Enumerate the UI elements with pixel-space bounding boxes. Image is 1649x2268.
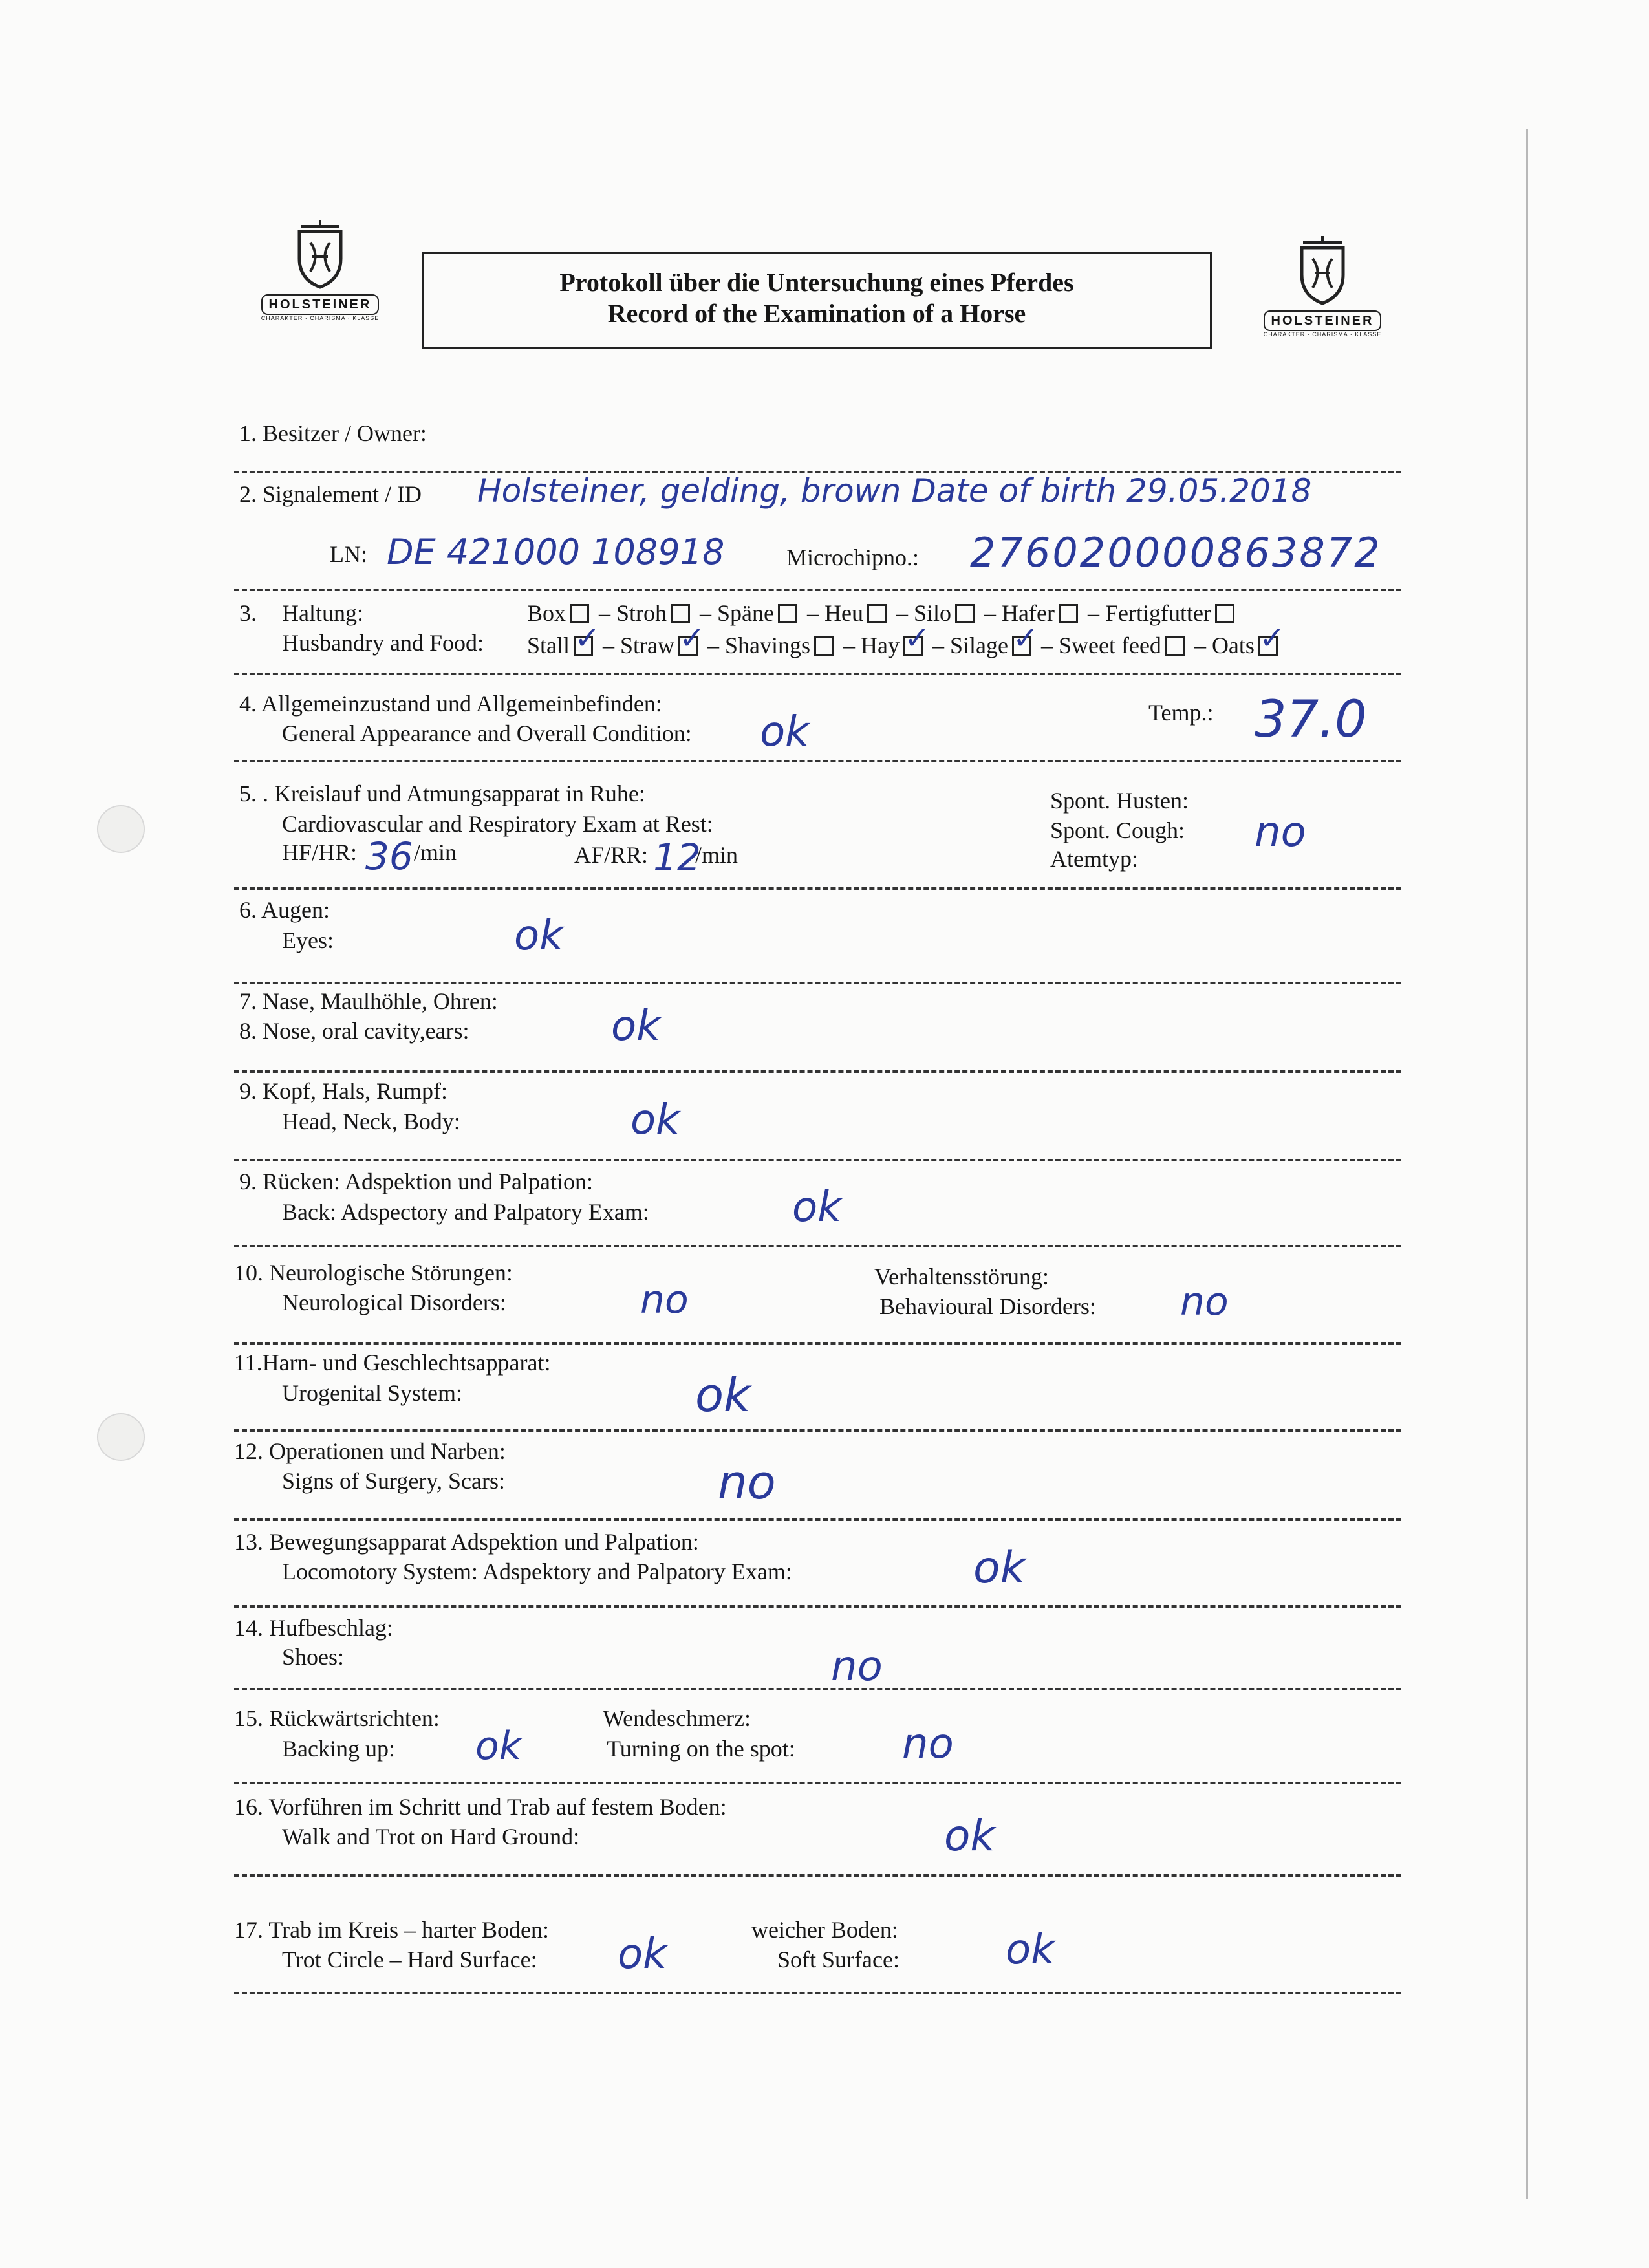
- hr-label: HF/HR:: [282, 839, 358, 865]
- husbandry-num: 3.: [239, 600, 257, 626]
- neuro-label-en: Neurological Disorders:: [282, 1290, 506, 1315]
- breathing-type-label: Atemtyp:: [1050, 846, 1138, 872]
- divider: [234, 589, 1401, 591]
- divider: [234, 1874, 1401, 1877]
- neuro-label-de: 10. Neurologische Störungen:: [234, 1260, 513, 1286]
- option-box: Box: [527, 600, 566, 626]
- divider: [234, 1605, 1401, 1608]
- backing-value: ok: [475, 1723, 522, 1769]
- option-hafer: – Hafer: [984, 600, 1055, 626]
- option-spaene: – Späne: [700, 600, 775, 626]
- general-label-de: 4. Allgemeinzustand und Allgemeinbefinden:: [239, 691, 662, 717]
- checkbox[interactable]: [778, 604, 797, 623]
- title-box: [422, 252, 1212, 349]
- divider: [234, 1992, 1401, 1994]
- locomotory-value: ok: [973, 1542, 1026, 1593]
- cardio-label-de: 5. . Kreislauf und Atmungsapparat in Ruhe:: [239, 781, 645, 806]
- backing-label-en: Backing up:: [282, 1736, 395, 1762]
- back-label-de: 9. Rücken: Adspektion und Palpation:: [239, 1169, 593, 1194]
- checkbox[interactable]: [1215, 604, 1234, 623]
- divider: [234, 1688, 1401, 1690]
- shoes-label-de: 14. Hufbeschlag:: [234, 1615, 393, 1641]
- option-stall: Stall: [527, 632, 570, 658]
- general-value: ok: [760, 708, 810, 756]
- option-straw: – Straw: [603, 632, 675, 658]
- hr-unit: /min: [414, 839, 457, 865]
- behaviour-value: no: [1180, 1279, 1229, 1324]
- head-value: ok: [630, 1096, 680, 1144]
- checkbox-hay[interactable]: [903, 636, 923, 656]
- rr-label: AF/RR:: [574, 842, 649, 868]
- divider: [234, 1245, 1401, 1247]
- divider: [234, 760, 1401, 762]
- hard-surface-value: ok: [618, 1930, 667, 1978]
- shoes-label-en: Shoes:: [282, 1644, 345, 1670]
- checkbox-silage[interactable]: [1012, 636, 1031, 656]
- divider: [234, 1518, 1401, 1521]
- back-label-en: Back: Adspectory and Palpatory Exam:: [282, 1199, 649, 1225]
- checkbox[interactable]: [867, 604, 887, 623]
- id-value: Holsteiner, gelding, brown Date of birth 29.05.2018: [477, 472, 1312, 510]
- divider: [234, 887, 1401, 890]
- logo-word: HOLSTEINER: [1264, 310, 1382, 331]
- divider: [234, 673, 1401, 675]
- option-fertigfutter: – Fertigfutter: [1087, 600, 1211, 626]
- title-en: Record of the Examination of a Horse: [607, 299, 1026, 328]
- option-silage: – Silage: [932, 632, 1008, 658]
- option-sweet-feed: – Sweet feed: [1041, 632, 1161, 658]
- chip-label: Microchipno.:: [786, 545, 919, 570]
- husbandry-label-en: Husbandry and Food:: [282, 630, 484, 656]
- rr-unit: /min: [695, 842, 738, 868]
- checkbox-straw[interactable]: [678, 636, 698, 656]
- cardio-label-en: Cardiovascular and Respiratory Exam at Rest:: [282, 811, 713, 837]
- shoes-value: no: [831, 1643, 883, 1690]
- head-label-en: Head, Neck, Body:: [282, 1108, 460, 1134]
- neuro-value: no: [640, 1277, 689, 1323]
- behaviour-label-de: Verhaltensstörung:: [874, 1264, 1049, 1290]
- backing-label-de: 15. Rückwärtsrichten:: [234, 1705, 440, 1731]
- nose-label-en: 8. Nose, oral cavity,ears:: [239, 1018, 469, 1044]
- id-label: 2. Signalement / ID: [239, 481, 422, 507]
- urogenital-label-en: Urogenital System:: [282, 1380, 462, 1406]
- urogenital-label-de: 11.Harn- und Geschlechtsapparat:: [234, 1350, 551, 1376]
- walk-trot-value: ok: [944, 1811, 995, 1861]
- option-oats: – Oats: [1194, 632, 1255, 658]
- checkbox[interactable]: [955, 604, 975, 623]
- walk-trot-label-de: 16. Vorführen im Schritt und Trab auf festem Boden:: [234, 1794, 727, 1820]
- soft-surface-label-en: Soft Surface:: [777, 1947, 900, 1972]
- shield-icon: [288, 220, 352, 291]
- soft-surface-label-de: weicher Boden:: [751, 1917, 898, 1943]
- divider: [234, 982, 1401, 984]
- surgery-value: no: [718, 1455, 776, 1509]
- surgery-label-en: Signs of Surgery, Scars:: [282, 1468, 505, 1494]
- eyes-value: ok: [514, 912, 564, 960]
- divider: [234, 1159, 1401, 1161]
- logo-subtitle: CHARAKTER · CHARISMA · KLASSE: [1263, 331, 1382, 338]
- checkbox-shavings[interactable]: [814, 636, 834, 656]
- cough-label-en: Spont. Cough:: [1050, 817, 1185, 843]
- divider: [234, 1782, 1401, 1784]
- husbandry-label-de: Haltung:: [282, 600, 363, 626]
- checkbox-oats[interactable]: [1258, 636, 1278, 656]
- option-silo: – Silo: [896, 600, 952, 626]
- temp-label: Temp.:: [1148, 700, 1214, 726]
- nose-value: ok: [611, 1002, 661, 1050]
- option-shavings: – Shavings: [707, 632, 811, 658]
- divider: [234, 1070, 1401, 1073]
- behaviour-label-en: Behavioural Disorders:: [879, 1293, 1096, 1319]
- soft-surface-value: ok: [1006, 1926, 1055, 1974]
- ln-value: DE 421000 108918: [387, 532, 725, 572]
- locomotory-label-de: 13. Bewegungsapparat Adspektion und Palpation:: [234, 1529, 699, 1555]
- turning-label-en: Turning on the spot:: [607, 1736, 795, 1762]
- nose-label-de: 7. Nase, Maulhöhle, Ohren:: [239, 988, 498, 1014]
- eyes-label-en: Eyes:: [282, 927, 334, 953]
- husbandry-options-en: [527, 631, 1282, 660]
- holsteiner-logo-right: [1235, 236, 1410, 338]
- turning-value: no: [902, 1720, 954, 1768]
- holsteiner-logo-left: [233, 220, 407, 321]
- punch-hole: [97, 1413, 145, 1461]
- divider: [234, 1429, 1401, 1432]
- ln-label: LN:: [330, 541, 367, 567]
- temp-value: 37.0: [1255, 691, 1367, 749]
- walk-trot-label-en: Walk and Trot on Hard Ground:: [282, 1824, 580, 1850]
- eyes-label-de: 6. Augen:: [239, 897, 330, 923]
- logo-word: HOLSTEINER: [261, 294, 380, 315]
- locomotory-label-en: Locomotory System: Adspektory and Palpatory Exam:: [282, 1559, 792, 1584]
- general-label-en: General Appearance and Overall Condition:: [282, 720, 692, 746]
- checkbox[interactable]: [1059, 604, 1078, 623]
- option-stroh: – Stroh: [599, 600, 667, 626]
- trot-circle-label-en: Trot Circle – Hard Surface:: [282, 1947, 537, 1972]
- owner-label: 1. Besitzer / Owner:: [239, 420, 427, 446]
- logo-subtitle: CHARAKTER · CHARISMA · KLASSE: [261, 315, 380, 321]
- urogenital-value: ok: [695, 1368, 751, 1422]
- surgery-label-de: 12. Operationen und Narben:: [234, 1438, 506, 1464]
- option-heu: – Heu: [807, 600, 863, 626]
- cough-value: no: [1255, 808, 1306, 856]
- checkbox-sweet-feed[interactable]: [1165, 636, 1185, 656]
- hr-value: 36: [365, 834, 413, 878]
- back-value: ok: [792, 1183, 842, 1231]
- husbandry-options-de: [527, 599, 1238, 627]
- cough-label-de: Spont. Husten:: [1050, 788, 1189, 814]
- title-de: Protokoll über die Untersuchung eines Pferdes: [559, 268, 1074, 297]
- head-label-de: 9. Kopf, Hals, Rumpf:: [239, 1078, 447, 1104]
- divider: [234, 1342, 1401, 1345]
- rr-value: 12: [653, 836, 701, 880]
- trot-circle-label-de: 17. Trab im Kreis – harter Boden:: [234, 1917, 549, 1943]
- shield-icon: [1290, 236, 1355, 307]
- chip-value: 276020000863872: [970, 529, 1382, 576]
- turning-label-de: Wendeschmerz:: [603, 1705, 751, 1731]
- option-hay: – Hay: [843, 632, 900, 658]
- checkbox-stall[interactable]: [574, 636, 593, 656]
- page-edge: [1526, 129, 1528, 2199]
- punch-hole: [97, 805, 145, 853]
